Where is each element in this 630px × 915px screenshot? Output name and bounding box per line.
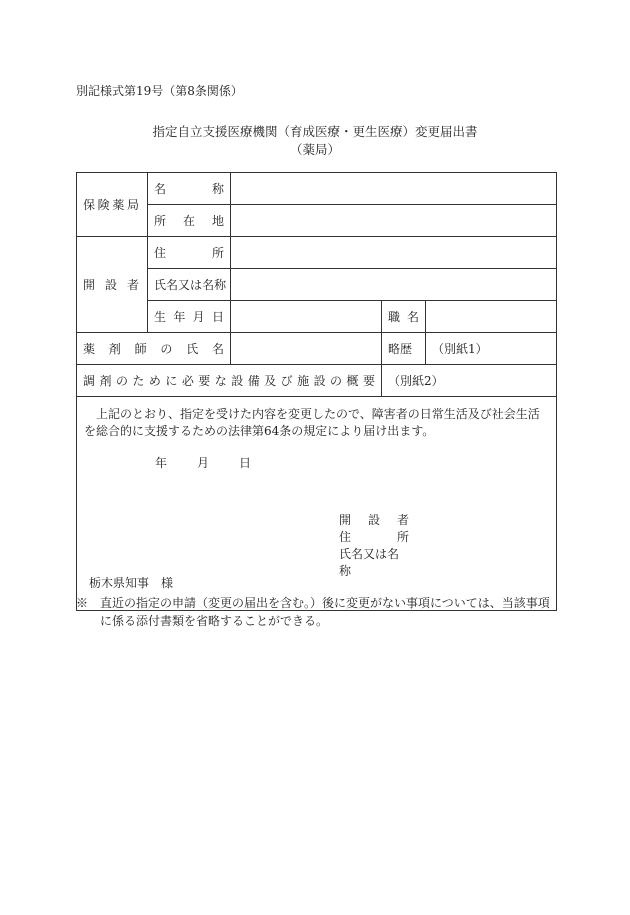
founder-birthdate-label: 生 年 月 日 [148, 301, 231, 333]
founder-name-field[interactable] [231, 269, 557, 301]
founder-position-field[interactable] [426, 301, 557, 333]
pharmacist-career-value: （別紙1） [426, 333, 557, 365]
pharmacy-group-label: 保 険 薬 局 [77, 173, 148, 237]
date-month-label: 月 [197, 456, 210, 470]
statement-addressee: 栃木県知事 様 [89, 576, 174, 590]
applicant-address-label: 住 所 [339, 530, 409, 544]
applicant-founder-label: 開 設 者 [339, 513, 409, 527]
statement-applicant [339, 512, 409, 580]
founder-address-field[interactable] [231, 237, 557, 269]
date-day-label: 日 [239, 456, 252, 470]
founder-position-label: 職 名 [382, 301, 426, 333]
statement-body: 上記のとおり、指定を受けた内容を変更したので、障害者の日常生活及び社会生活を総合的に支援するための法律第64条の規定により届け出ます。 [84, 407, 540, 438]
document-subtitle: （薬局） [289, 142, 340, 157]
facilities-value: （別紙2） [382, 365, 557, 397]
statement-date [155, 454, 251, 471]
facilities-label: 調 剤 の た め に 必 要 な 設 備 及 び 施 設 の 概 要 [77, 365, 382, 397]
pharmacist-career-label: 略歴 [382, 333, 426, 365]
footnote: ※ 直近の指定の申請（変更の届出を含む。）後に変更がない事項については、当該事項に係る添付書類を省略することができる。 [76, 596, 550, 628]
applicant-name-label: 氏名又は名称 [339, 547, 400, 578]
founder-group-label: 開 設 者 [77, 237, 148, 333]
pharmacy-name-label: 名 称 [148, 173, 231, 205]
founder-name-label: 氏 名 又 は 名 称 [148, 269, 231, 301]
statement-cell [77, 397, 557, 611]
founder-address-label: 住 所 [148, 237, 231, 269]
date-year-label: 年 [155, 456, 168, 470]
form-number: 別記様式第19号（第8条関係） [76, 84, 243, 98]
document-title: 指定自立支援医療機関（育成医療・更生医療）変更届出書 [152, 124, 478, 139]
pharmacy-address-field[interactable] [231, 205, 557, 237]
pharmacist-name-label: 薬 剤 師 の 氏 名 [77, 333, 231, 365]
pharmacy-address-label: 所 在 地 [148, 205, 231, 237]
pharmacy-name-field[interactable] [231, 173, 557, 205]
form-table [76, 172, 557, 611]
founder-birthdate-field[interactable] [231, 301, 382, 333]
pharmacist-name-field[interactable] [231, 333, 382, 365]
